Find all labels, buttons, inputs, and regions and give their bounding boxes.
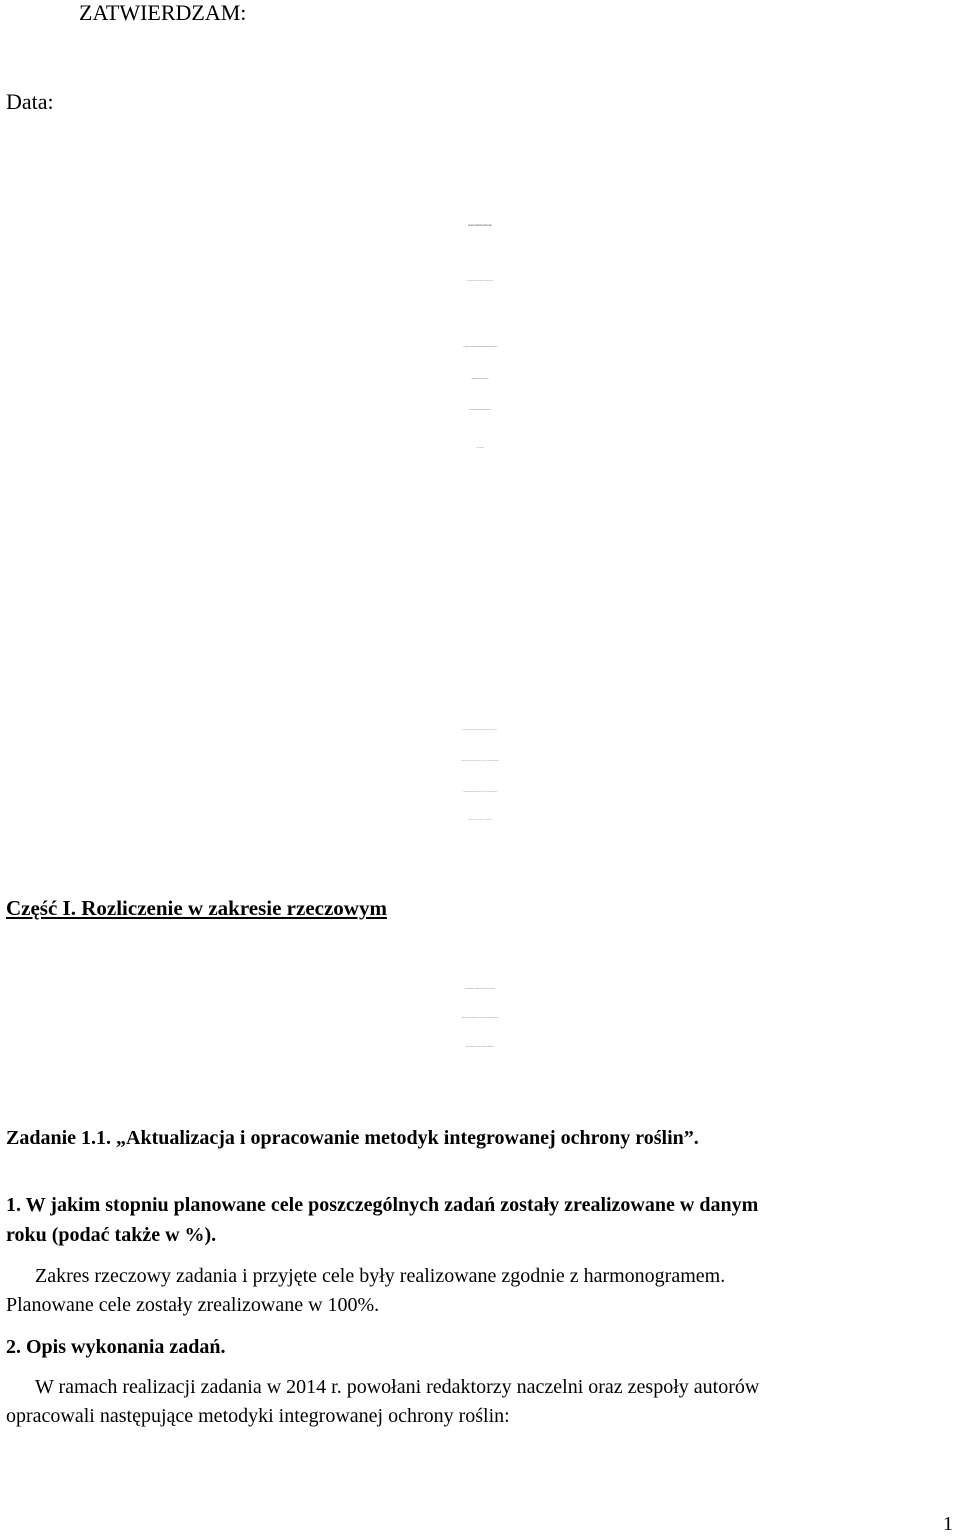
program-prefix: pn. [462, 347, 465, 348]
program-name-line-3: dla zdrowia ludzi, zwierząt domowych i środowiska” [468, 410, 492, 411]
program-caption: (nazwa programu) [476, 448, 484, 449]
parties-line-2: Podsekretarza Stanu w Ministerstwie Rolnictwa i Rozwoju Wsi, a Instytutem Ochrony Roślin [461, 761, 499, 762]
date-label: Data: [6, 89, 54, 114]
answer-2-line-2: opracowali następujące metodyki integrowanej ochrony roślin: [6, 1405, 510, 1427]
thematic-area-line-1: Obszar tematyczny 1.: INTEGROWANA OCHRONA ROŚLIN ORAZ [464, 989, 496, 990]
task-title: Zadanie 1.1. „Aktualizacja i opracowanie metodyk integrowanej ochrony roślin”. [6, 1127, 699, 1149]
answer-1-line-1: Zakres rzeczowy zadania i przyjęte cele były realizowane zgodnie z harmonogramem. [35, 1265, 726, 1287]
parties-line-4: Panią prof. dr hab. Danutę Sosnowską – Dyrektor Instytutu. [468, 820, 492, 821]
thematic-area-line-2: OGRANICZANIE ZAGROŻEŃ ZWIĄZANYCH ZE STOSOWANIEM ŚRODKÓW [461, 1018, 499, 1019]
program-name-text: „Ochrona roślin uprawnych z uwzględnieniem bezpieczeństwa żywności oraz [464, 347, 498, 348]
answer-2-line-1: W ramach realizacji zadania w 2014 r. powołani redaktorzy naczelni oraz zespoły autorów [35, 1376, 760, 1398]
document-title: ROZLICZENIE KOŃCOWE [468, 225, 492, 227]
document-subtitle: z wykonania zadań i wykorzystania dotacji na program wieloletni [466, 281, 494, 282]
question-2: 2. Opis wykonania zadań. [6, 1336, 226, 1358]
page-number: 1 [943, 1513, 953, 1535]
program-name-line-1 [0, 347, 960, 348]
question-1-line-1: 1. W jakim stopniu planowane cele poszczególnych zadań zostały zrealizowane w danym [6, 1194, 759, 1216]
parties-line-1: Ministrem Rolnictwa i Rozwoju Wsi reprezentowanym przez Panią Krystynę Gurbiel - [462, 730, 498, 731]
thematic-area-line-3: OCHRONY ROŚLIN DLA LUDZI, ZWIERZĄT I ŚRODOWISKA. [465, 1047, 495, 1048]
program-name-line-2: ograniczenia strat w plonach i zagrożeń [471, 379, 489, 380]
answer-1-line-2: Planowane cele zostały zrealizowane w 100%. [6, 1294, 380, 1316]
question-1-line-2: roku (podać także w %). [6, 1224, 217, 1246]
parties-line-3: – Państwowym Instytutem Badawczym z siedzibą w Poznaniu, reprezentowanym przez [462, 792, 498, 793]
approval-label: ZATWIERDZAM: [79, 0, 247, 25]
section-heading: Część I. Rozliczenie w zakresie rzeczowym [6, 896, 387, 920]
